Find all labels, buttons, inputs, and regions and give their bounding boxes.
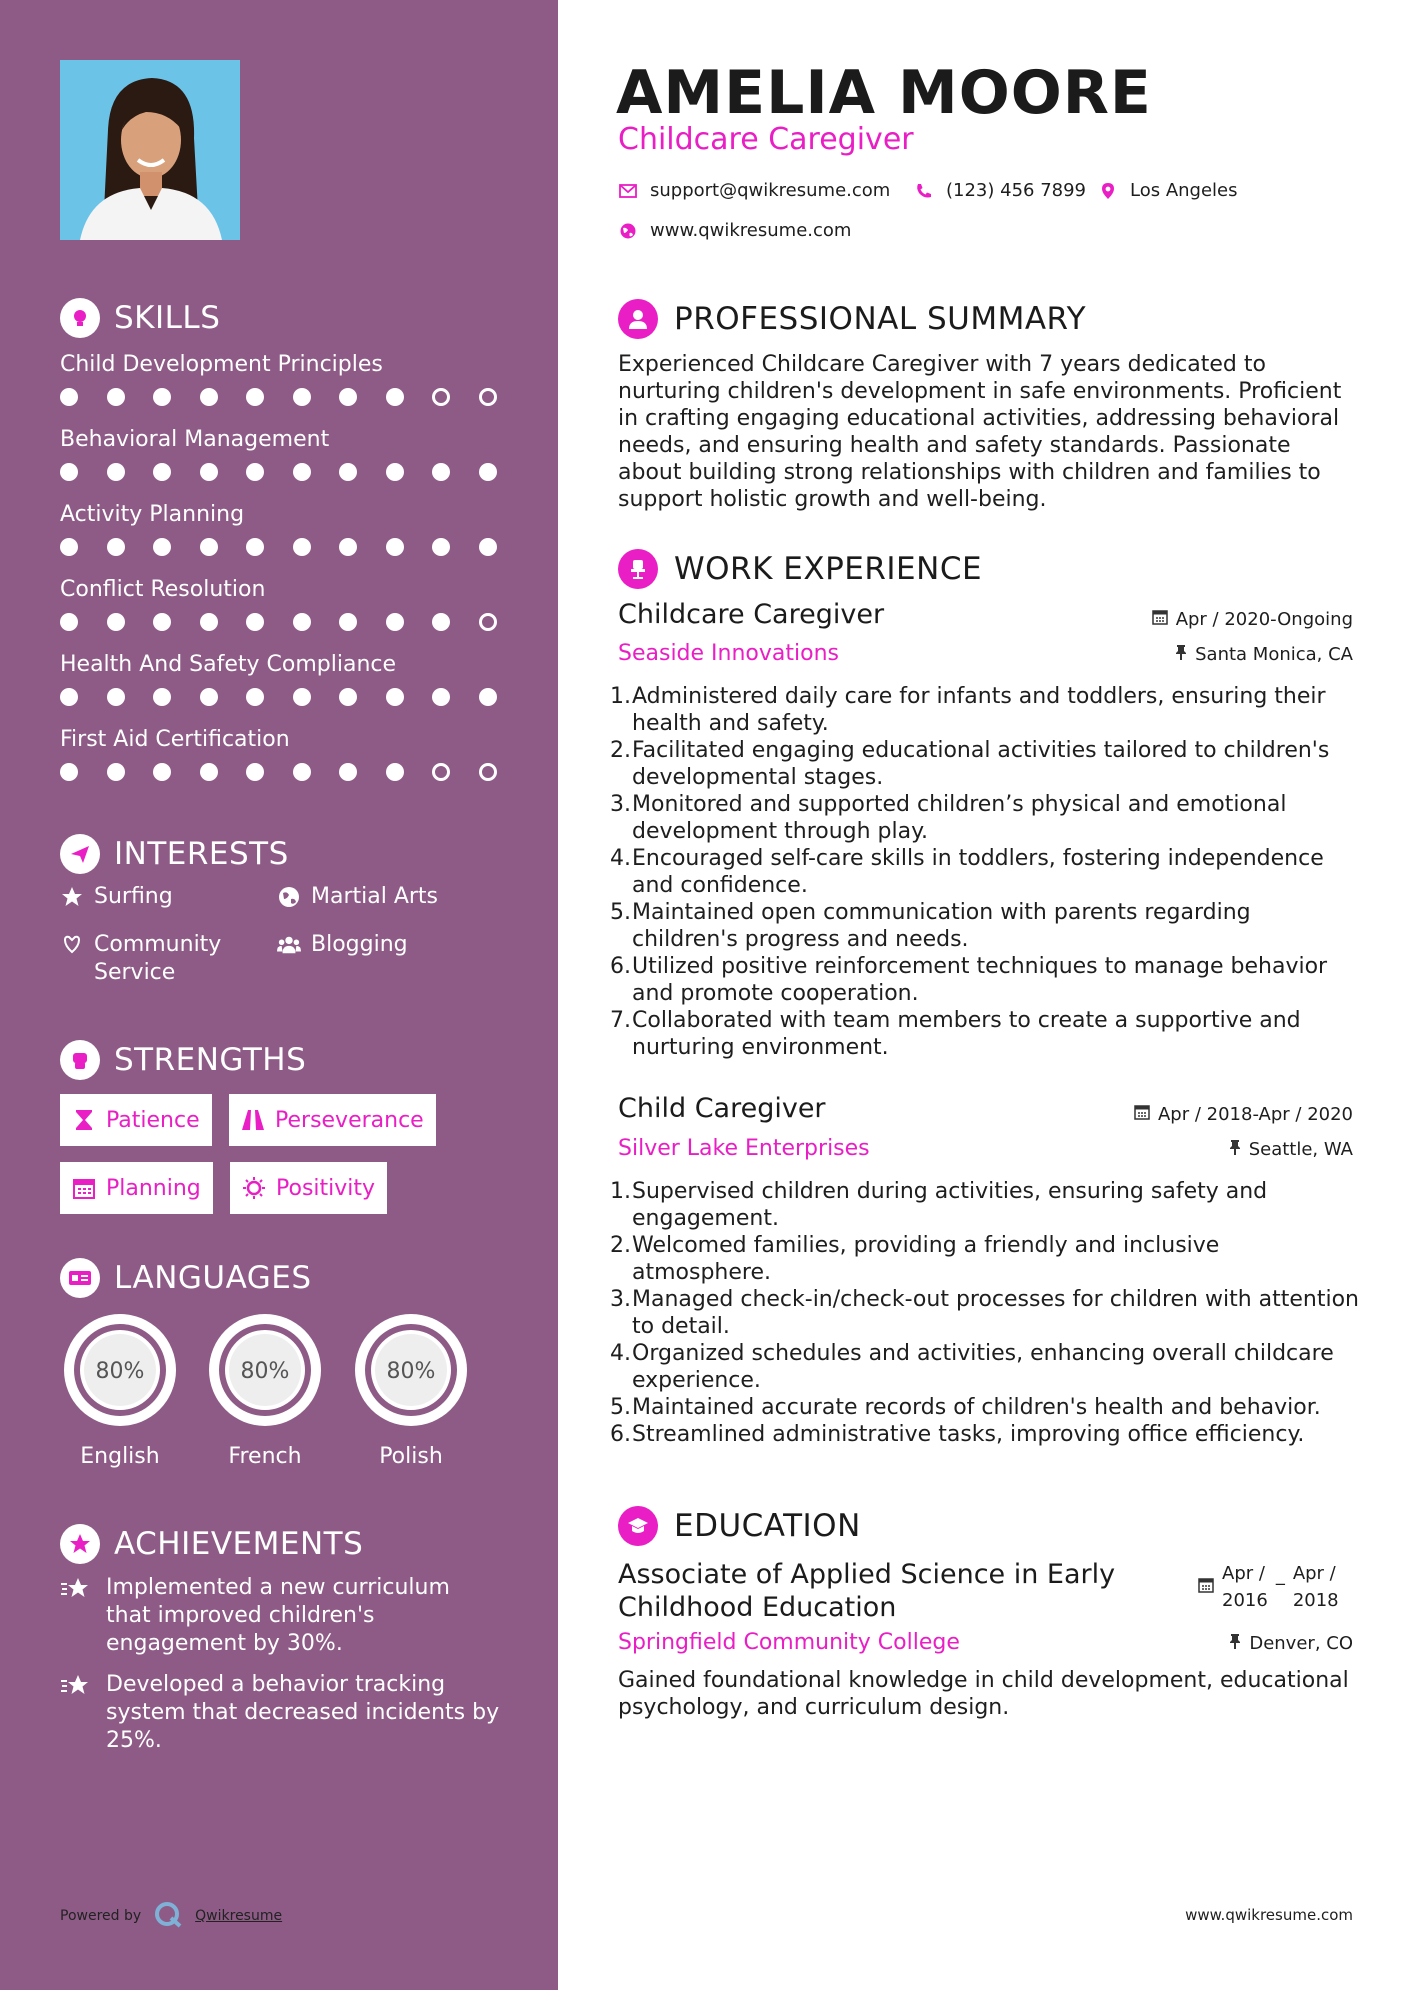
strength-label: Perseverance xyxy=(275,1107,424,1133)
rating-dot-filled xyxy=(107,763,125,781)
bullet-text: Welcomed families, providing a friendly and inclusive atmosphere. xyxy=(632,1233,1220,1285)
list-item: 1. Supervised children during activities, ensuring safety and engagement. xyxy=(610,1178,1360,1232)
rating-dot-filled xyxy=(246,388,264,406)
job-bullets xyxy=(610,1178,1360,1448)
rating-dot-filled xyxy=(386,613,404,631)
calendar-icon xyxy=(72,1176,96,1200)
summary-heading xyxy=(618,299,1086,339)
skill-item xyxy=(60,350,510,406)
rating-dot-filled xyxy=(200,763,218,781)
skill-name: First Aid Certification xyxy=(60,727,290,752)
date-separator: _ xyxy=(1275,1565,1285,1586)
strength-label: Patience xyxy=(106,1107,200,1133)
strength-tag xyxy=(230,1162,387,1214)
language-name: French xyxy=(228,1444,302,1469)
location-text: Los Angeles xyxy=(1130,180,1238,201)
rating-dot-filled xyxy=(479,688,497,706)
education-end-year: 2018 xyxy=(1292,1590,1339,1611)
language-ring xyxy=(60,1310,180,1430)
rating-dot-filled xyxy=(153,388,171,406)
list-item: 5. Maintained accurate records of children's health and behavior. xyxy=(610,1395,1321,1420)
job-role: Childcare Caregiver xyxy=(618,599,885,630)
rating-dot-filled xyxy=(339,763,357,781)
rating-dot-filled xyxy=(386,463,404,481)
footer-url[interactable]: www.qwikresume.com xyxy=(1185,1906,1353,1924)
skill-item xyxy=(60,500,510,556)
job-dates-text: Apr / 2018-Apr / 2020 xyxy=(1157,1104,1353,1125)
interest-label: Martial Arts xyxy=(311,884,439,909)
rating-dot-filled xyxy=(60,688,78,706)
interest-item xyxy=(277,931,408,959)
interest-item xyxy=(277,883,438,911)
job-dates xyxy=(1152,609,1353,630)
rating-dot-empty xyxy=(432,388,450,406)
profile-photo xyxy=(60,60,240,240)
education-end xyxy=(1293,1560,1339,1614)
rating-dot-filled xyxy=(479,538,497,556)
list-item: 6. Streamlined administrative tasks, improving office efficiency. xyxy=(610,1422,1305,1447)
bullet-text: Administered daily care for infants and toddlers, ensuring their health and safety. xyxy=(632,684,1326,736)
rating-dot-filled xyxy=(293,613,311,631)
list-item: 3. Managed check-in/check-out processes for children with attention to detail. xyxy=(610,1287,1359,1339)
job-dates-text: Apr / 2020-Ongoing xyxy=(1175,609,1353,630)
list-item: 1. Administered daily care for infants and toddlers, ensuring their health and safety. xyxy=(610,683,1360,737)
skill-rating xyxy=(60,463,510,481)
rating-dot-filled xyxy=(60,388,78,406)
rating-dot-filled xyxy=(200,538,218,556)
rating-dot-filled xyxy=(386,388,404,406)
bullet-text: Collaborated with team members to create a supportive and nurturing environment. xyxy=(632,1008,1301,1060)
skill-rating xyxy=(60,538,510,556)
rating-dot-filled xyxy=(386,763,404,781)
rating-dot-filled xyxy=(60,538,78,556)
interest-item xyxy=(60,931,260,987)
interest-label: Surfing xyxy=(94,884,173,909)
job-company: Seaside Innovations xyxy=(618,641,839,666)
rating-dot-filled xyxy=(432,538,450,556)
rating-dot-filled xyxy=(339,538,357,556)
star-icon xyxy=(60,883,84,911)
list-item: 2. Facilitated engaging educational activities tailored to children's developmental stages. xyxy=(610,737,1360,791)
skill-item xyxy=(60,650,510,706)
rating-dot-filled xyxy=(246,613,264,631)
road-icon xyxy=(241,1108,265,1132)
education-description: Gained foundational knowledge in child development, educational psychology, and curriculum design. xyxy=(618,1668,1349,1720)
rating-dot-filled xyxy=(153,763,171,781)
education-start-year: 2016 xyxy=(1222,1590,1268,1611)
hourglass-icon xyxy=(72,1108,96,1132)
rating-dot-filled xyxy=(246,538,264,556)
rating-dot-filled xyxy=(200,688,218,706)
languages-heading-text: LANGUAGES xyxy=(114,1260,312,1296)
education-start xyxy=(1222,1560,1268,1614)
language-name: Polish xyxy=(379,1444,443,1469)
paper-plane-icon xyxy=(60,834,100,874)
globe-icon xyxy=(277,883,301,911)
skill-rating xyxy=(60,688,510,706)
pushpin-icon xyxy=(1229,1633,1241,1654)
language-ring xyxy=(351,1310,471,1430)
sun-icon xyxy=(242,1176,266,1200)
achievement-text: Implemented a new curriculum that improved children's engagement by 30%. xyxy=(106,1575,450,1656)
experience-heading xyxy=(618,549,982,589)
contact-phone[interactable] xyxy=(914,180,1086,201)
achievement-item xyxy=(60,1574,500,1658)
bullet-text: Maintained accurate records of children's health and behavior. xyxy=(632,1395,1321,1420)
rating-dot-filled xyxy=(153,463,171,481)
rating-dot-filled xyxy=(386,688,404,706)
summary-heading-text: PROFESSIONAL SUMMARY xyxy=(674,301,1087,337)
list-item: 4. Organized schedules and activities, enhancing overall childcare experience. xyxy=(610,1340,1360,1394)
rating-dot-filled xyxy=(246,463,264,481)
rating-dot-filled xyxy=(246,688,264,706)
strengths-heading-text: STRENGTHS xyxy=(114,1042,307,1078)
bullet-text: Facilitated engaging educational activities tailored to children's developmental stages. xyxy=(632,738,1330,790)
skill-name: Conflict Resolution xyxy=(60,577,266,602)
experience-heading-text: WORK EXPERIENCE xyxy=(674,551,983,587)
graduation-icon xyxy=(618,1506,658,1546)
interest-label: Blogging xyxy=(311,932,408,957)
education-school: Springfield Community College xyxy=(618,1630,960,1655)
calendar-icon xyxy=(1198,1560,1214,1601)
rating-dot-filled xyxy=(339,463,357,481)
list-item: 4. Encouraged self-care skills in toddlers, fostering independence and confidence. xyxy=(610,845,1360,899)
qwikresume-logo-icon xyxy=(153,1900,183,1932)
education-heading-text: EDUCATION xyxy=(674,1508,861,1544)
languages-heading xyxy=(60,1258,312,1298)
contact-location xyxy=(1098,180,1238,201)
strength-tag xyxy=(60,1094,212,1146)
job-role: Child Caregiver xyxy=(618,1093,826,1124)
rating-dot-filled xyxy=(293,388,311,406)
language-percent: 80% xyxy=(95,1359,145,1384)
education-dates xyxy=(1198,1560,1339,1614)
rating-dot-filled xyxy=(432,613,450,631)
bullet-text: Supervised children during activities, ensuring safety and engagement. xyxy=(632,1179,1268,1231)
job-location-text: Santa Monica, CA xyxy=(1195,644,1353,665)
powered-by-label: Powered by xyxy=(60,1908,142,1924)
education-degree: Associate of Applied Science in Early Childhood Education xyxy=(618,1559,1116,1623)
qwikresume-link[interactable]: Qwikresume xyxy=(195,1908,283,1924)
list-item: 3. Monitored and supported children’s physical and emotional development through play. xyxy=(610,791,1360,845)
rating-dot-filled xyxy=(60,763,78,781)
star-burst-icon xyxy=(60,1574,92,1658)
rating-dot-filled xyxy=(153,688,171,706)
job-location-text: Seattle, WA xyxy=(1248,1139,1353,1160)
job-dates xyxy=(1134,1104,1353,1125)
rating-dot-filled xyxy=(60,463,78,481)
rating-dot-filled xyxy=(200,463,218,481)
bullet-text: Encouraged self-care skills in toddlers, fostering independence and confidence. xyxy=(632,846,1324,898)
rating-dot-filled xyxy=(107,388,125,406)
bullet-text: Organized schedules and activities, enhancing overall childcare experience. xyxy=(632,1341,1334,1393)
language-percent: 80% xyxy=(240,1359,290,1384)
language-percent: 80% xyxy=(386,1359,436,1384)
star-burst-icon xyxy=(60,1671,92,1755)
lightbulb-icon xyxy=(60,298,100,338)
powered-by xyxy=(60,1900,282,1932)
bullet-text: Managed check-in/check-out processes for children with attention to detail. xyxy=(632,1287,1359,1339)
rating-dot-filled xyxy=(432,688,450,706)
education-location-text: Denver, CO xyxy=(1249,1633,1353,1654)
language-name: English xyxy=(80,1444,160,1469)
heart-hands-icon xyxy=(60,931,84,959)
interest-item xyxy=(60,883,173,911)
language-ring xyxy=(205,1310,325,1430)
rating-dot-empty xyxy=(479,613,497,631)
list-item: 7. Collaborated with team members to create a supportive and nurturing environment. xyxy=(610,1007,1360,1061)
education-start-month: Apr / xyxy=(1222,1563,1265,1584)
rating-dot-filled xyxy=(293,538,311,556)
rating-dot-filled xyxy=(293,688,311,706)
education-location xyxy=(1229,1633,1353,1654)
website-text[interactable]: www.qwikresume.com xyxy=(650,220,852,241)
rating-dot-filled xyxy=(339,613,357,631)
rating-dot-filled xyxy=(107,613,125,631)
job-bullets xyxy=(610,683,1360,1061)
education-heading xyxy=(618,1506,861,1546)
rating-dot-filled xyxy=(339,688,357,706)
users-icon xyxy=(277,931,301,959)
calendar-icon xyxy=(1134,1104,1150,1125)
job-company: Silver Lake Enterprises xyxy=(618,1136,870,1161)
strength-label: Positivity xyxy=(276,1175,376,1201)
achievements-heading xyxy=(60,1524,363,1564)
language-item xyxy=(351,1310,471,1469)
globe-icon xyxy=(618,221,638,241)
skill-name: Behavioral Management xyxy=(60,427,330,452)
strengths-heading xyxy=(60,1040,306,1080)
language-card-icon xyxy=(60,1258,100,1298)
list-item: 5. Maintained open communication with parents regarding children's progress and needs. xyxy=(610,899,1360,953)
envelope-icon xyxy=(618,181,638,201)
pushpin-icon xyxy=(1229,1139,1241,1160)
skill-name: Child Development Principles xyxy=(60,352,383,377)
rating-dot-filled xyxy=(339,388,357,406)
language-item xyxy=(60,1310,180,1469)
office-chair-icon xyxy=(618,549,658,589)
interests-heading-text: INTERESTS xyxy=(114,836,289,872)
skill-item xyxy=(60,575,510,631)
skill-name: Activity Planning xyxy=(60,502,245,527)
rating-dot-filled xyxy=(432,463,450,481)
language-item xyxy=(205,1310,325,1469)
list-item: 6. Utilized positive reinforcement techniques to manage behavior and promote cooperation. xyxy=(610,953,1360,1007)
email-text[interactable]: support@qwikresume.com xyxy=(650,180,891,201)
job-location xyxy=(1229,1139,1353,1160)
education-end-month: Apr / xyxy=(1292,1563,1336,1584)
rating-dot-filled xyxy=(107,463,125,481)
achievements-heading-text: ACHIEVEMENTS xyxy=(114,1526,364,1562)
job-location xyxy=(1175,644,1353,665)
rating-dot-filled xyxy=(479,463,497,481)
skill-name: Health And Safety Compliance xyxy=(60,652,397,677)
bullet-text: Utilized positive reinforcement techniques to manage behavior and promote cooperation. xyxy=(632,954,1328,1006)
calendar-icon xyxy=(1152,609,1168,630)
skill-item xyxy=(60,725,510,781)
skill-item xyxy=(60,425,510,481)
strength-label: Planning xyxy=(106,1175,201,1201)
bullet-text: Streamlined administrative tasks, improving office efficiency. xyxy=(632,1422,1305,1447)
rating-dot-filled xyxy=(107,688,125,706)
skills-heading-text: SKILLS xyxy=(114,300,221,336)
phone-text[interactable]: (123) 456 7899 xyxy=(946,180,1087,201)
achievement-text: Developed a behavior tracking system that decreased incidents by 25%. xyxy=(106,1672,500,1753)
rating-dot-empty xyxy=(432,763,450,781)
rating-dot-filled xyxy=(153,538,171,556)
rating-dot-empty xyxy=(479,388,497,406)
interests-heading xyxy=(60,834,289,874)
achievement-item xyxy=(60,1671,500,1755)
sidebar xyxy=(0,0,558,1990)
phone-icon xyxy=(914,181,934,201)
candidate-title: Childcare Caregiver xyxy=(618,122,914,157)
strength-tag xyxy=(229,1094,436,1146)
medal-star-icon xyxy=(60,1524,100,1564)
rating-dot-filled xyxy=(107,538,125,556)
candidate-name: AMELIA MOORE xyxy=(616,58,1152,128)
rating-dot-filled xyxy=(246,763,264,781)
contact-website[interactable] xyxy=(618,220,851,241)
user-icon xyxy=(618,299,658,339)
fist-icon xyxy=(60,1040,100,1080)
bullet-text: Monitored and supported children’s physical and emotional development through play. xyxy=(632,792,1287,844)
rating-dot-filled xyxy=(293,763,311,781)
rating-dot-filled xyxy=(153,613,171,631)
strength-tag xyxy=(60,1162,213,1214)
contact-email[interactable] xyxy=(618,180,890,201)
rating-dot-filled xyxy=(200,613,218,631)
rating-dot-filled xyxy=(200,388,218,406)
rating-dot-empty xyxy=(479,763,497,781)
skills-heading xyxy=(60,298,220,338)
rating-dot-filled xyxy=(60,613,78,631)
main-content xyxy=(558,0,1407,1990)
pushpin-icon xyxy=(1175,644,1187,665)
interest-label: Community Service xyxy=(94,932,222,985)
map-pin-icon xyxy=(1098,181,1118,201)
rating-dot-filled xyxy=(293,463,311,481)
list-item: 2. Welcomed families, providing a friendly and inclusive atmosphere. xyxy=(610,1232,1360,1286)
skill-rating xyxy=(60,613,510,631)
summary-text: Experienced Childcare Caregiver with 7 years dedicated to nurturing children's development in safe environments. Proficient in crafting engaging educational activities, addressing behavioral needs, and ensuring health and safety standards. Passionate about building strong relationships with children and families to support holistic growth and well-being. xyxy=(618,352,1342,512)
bullet-text: Maintained open communication with parents regarding children's progress and needs. xyxy=(632,900,1251,952)
rating-dot-filled xyxy=(386,538,404,556)
skill-rating xyxy=(60,388,510,406)
skill-rating xyxy=(60,763,510,781)
